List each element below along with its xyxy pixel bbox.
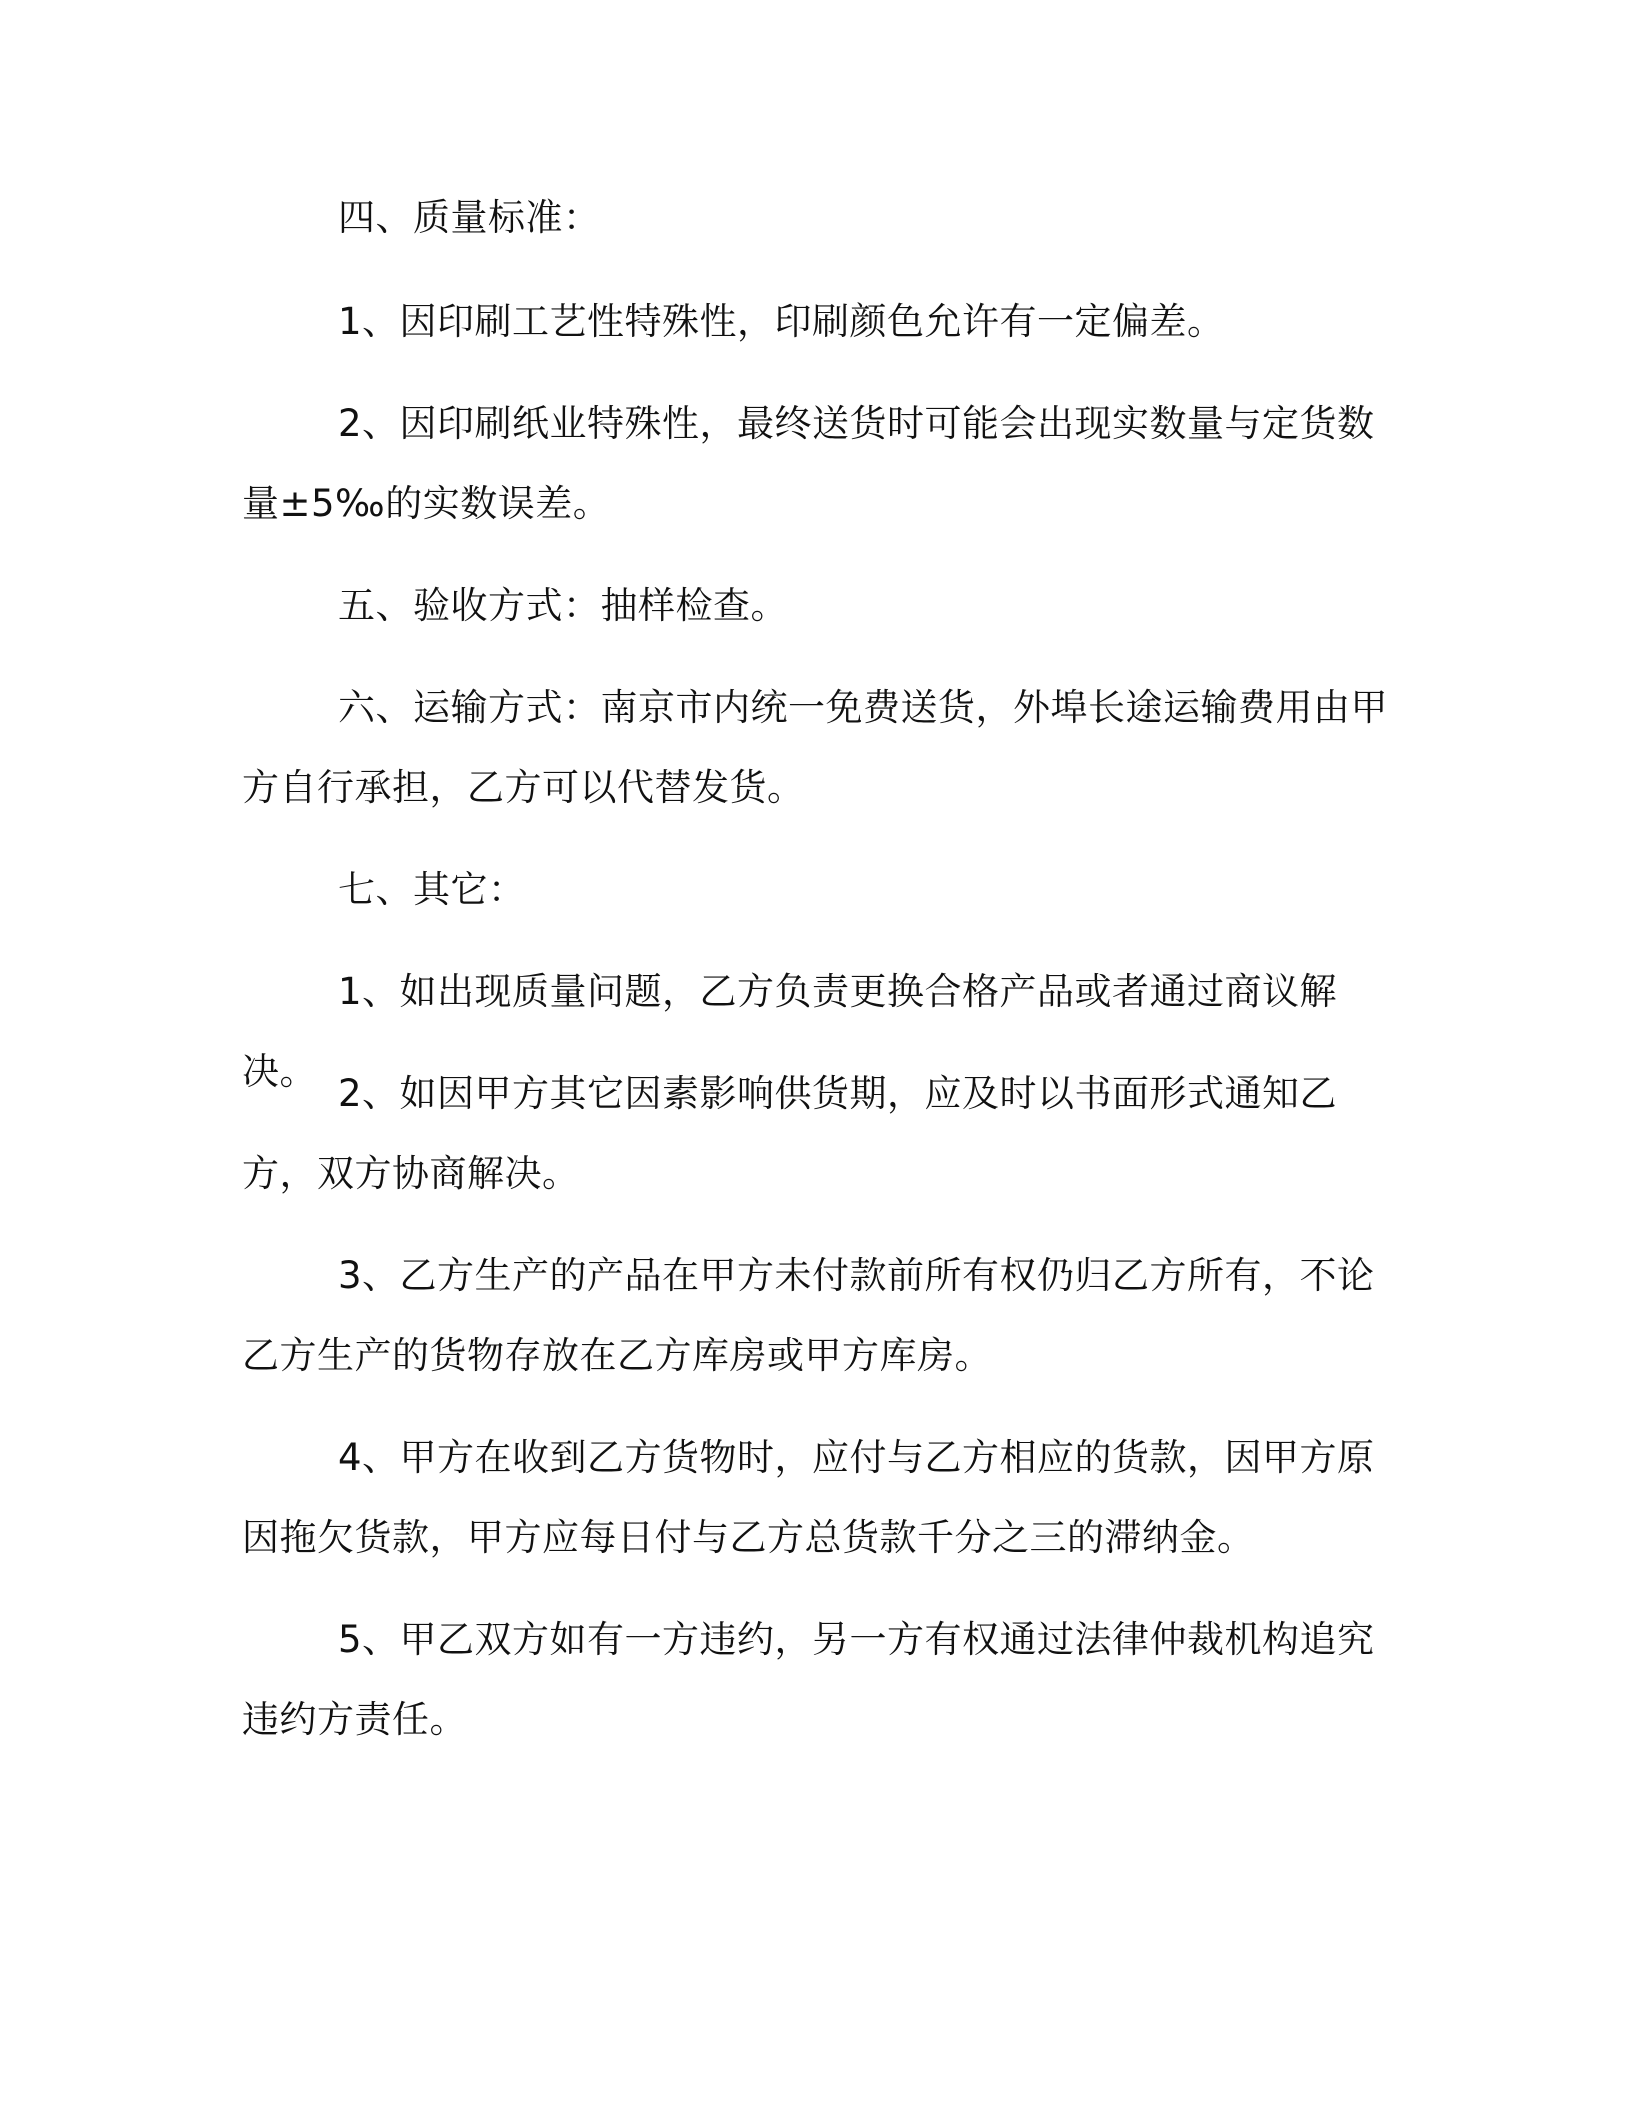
section-7-item-3: 3、乙方生产的产品在甲方未付款前所有权仍归乙方所有，不论乙方生产的货物存放在乙方库房或甲方库房。 [242,1254,1375,1377]
section-5-heading: 五、验收方式：抽样检查。 [338,584,788,627]
section-7-item-2: 2、如因甲方其它因素影响供货期，应及时以书面形式通知乙方，双方协商解决。 [242,1072,1338,1195]
section-4-item-1: 1、因印刷工艺性特殊性，印刷颜色允许有一定偏差。 [338,300,1225,343]
section-4-item-2: 2、因印刷纸业特殊性，最终送货时可能会出现实数量与定货数量±5‰的实数误差。 [242,402,1375,525]
section-7-item-4: 4、甲方在收到乙方货物时，应付与乙方相应的货款，因甲方原因拖欠货款，甲方应每日付与乙方总货款千分之三的滞纳金。 [242,1436,1375,1559]
section-7-item-1: 1、如出现质量问题，乙方负责更换合格产品或者通过商议解决。 [242,970,1338,1093]
section-4-heading: 四、质量标准： [338,196,601,239]
section-6-heading: 六、运输方式：南京市内统一免费送货，外埠长途运输费用由甲方自行承担，乙方可以代替发货。 [242,686,1388,809]
section-7-item-5: 5、甲乙双方如有一方违约，另一方有权通过法律仲裁机构追究违约方责任。 [242,1618,1375,1741]
section-7-heading: 七、其它： [338,868,526,911]
